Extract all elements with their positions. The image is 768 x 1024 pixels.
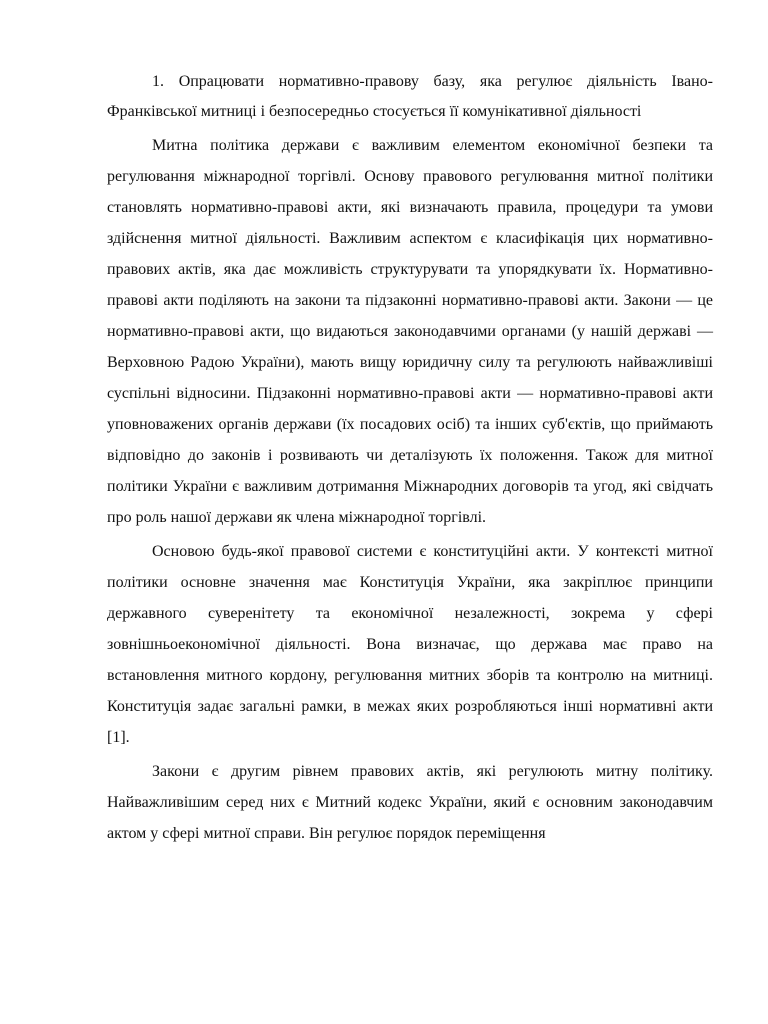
paragraph-constitution: Основою будь-якої правової системи є конституційні акти. У контексті митної політики основне значення має Конституція України, яка закріплює принципи державного суверенітету та економічної незалежності, зокрема у сфері зовнішньоекономічної діяльності. Вона визначає, що держава має право на встановлення митного кордону, регулювання митних зборів та контролю на митниці. Конституція задає загальні рамки, в межах яких розробляються інші нормативні акти [1]. (107, 543, 713, 746)
document-page (107, 67, 713, 852)
paragraph-customs-policy: Митна політика держави є важливим елементом економічної безпеки та регулювання міжнародної торгівлі. Основу правового регулювання митної політики становлять нормативно-правові акти, які визначають правила, процедури та умови здійснення митної діяльності. Важливим аспектом є класифікація цих нормативно-правових актів, яка дає можливість структурувати та упорядкувати їх. Нормативно-правові акти поділяють на закони та підзаконні нормативно-правові акти. Закони — це нормативно-правові акти, що видаються законодавчими органами (у нашій державі — Верховною Радою України), мають вищу юридичну силу та регулюють найважливіші суспільні відносини. Підзаконні нормативно-правові акти — нормативно-правові акти уповноважених органів держави (їх посадових осіб) та інших суб'єктів, що приймають відповідно до законів і розвивають чи деталізують їх положення. Також для митної політики України є важливим дотримання Міжнародних договорів та угод, які свідчать про роль нашої держави як члена міжнародної торгівлі. (107, 137, 713, 526)
section-heading: 1. Опрацювати нормативно-правову базу, яка регулює діяльність Івано-Франківської митниці і безпосередньо стосується її комунікативної діяльності (107, 73, 713, 120)
paragraph-laws: Закони є другим рівнем правових актів, які регулюють митну політику. Найважливішим серед них є Митний кодекс України, який є основним законодавчим актом у сфері митної справи. Він регулює порядок переміщення (107, 763, 713, 842)
